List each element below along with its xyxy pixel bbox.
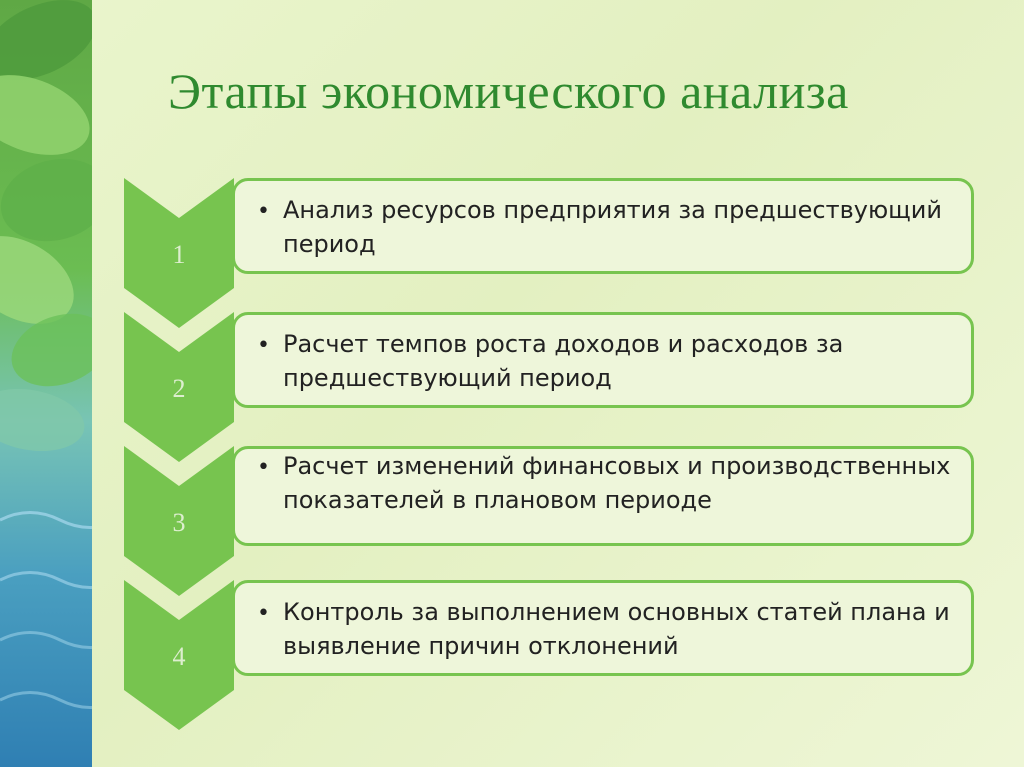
step-4-box <box>232 580 974 676</box>
step-1-number: 1 <box>172 240 186 269</box>
step-3-number: 3 <box>172 508 186 537</box>
bullet-icon: • <box>257 455 270 480</box>
step-2-number: 2 <box>172 374 186 403</box>
leaves-illustration <box>0 0 92 767</box>
bullet-icon: • <box>257 333 270 358</box>
step-3-box <box>232 446 974 546</box>
bullet-icon: • <box>257 601 270 626</box>
step-2-text: Расчет темпов роста доходов и расходов за предшествующий период <box>283 330 844 392</box>
step-3-text: Расчет изменений финансовых и производственных показателей в плановом периоде <box>283 452 951 514</box>
bullet-icon: • <box>257 199 270 224</box>
slide-title: Этапы экономического анализа <box>168 63 849 119</box>
step-1-text: Анализ ресурсов предприятия за предшествующий период <box>283 196 942 258</box>
step-4-number: 4 <box>172 642 186 671</box>
step-3 <box>124 446 976 596</box>
step-4-text: Контроль за выполнением основных статей плана и выявление причин отклонений <box>283 598 950 660</box>
step-2 <box>124 312 976 462</box>
step-4 <box>124 580 976 730</box>
decorative-leaves-strip <box>0 0 92 767</box>
step-1-box <box>232 178 974 274</box>
step-1 <box>124 178 976 328</box>
step-2-box <box>232 312 974 408</box>
